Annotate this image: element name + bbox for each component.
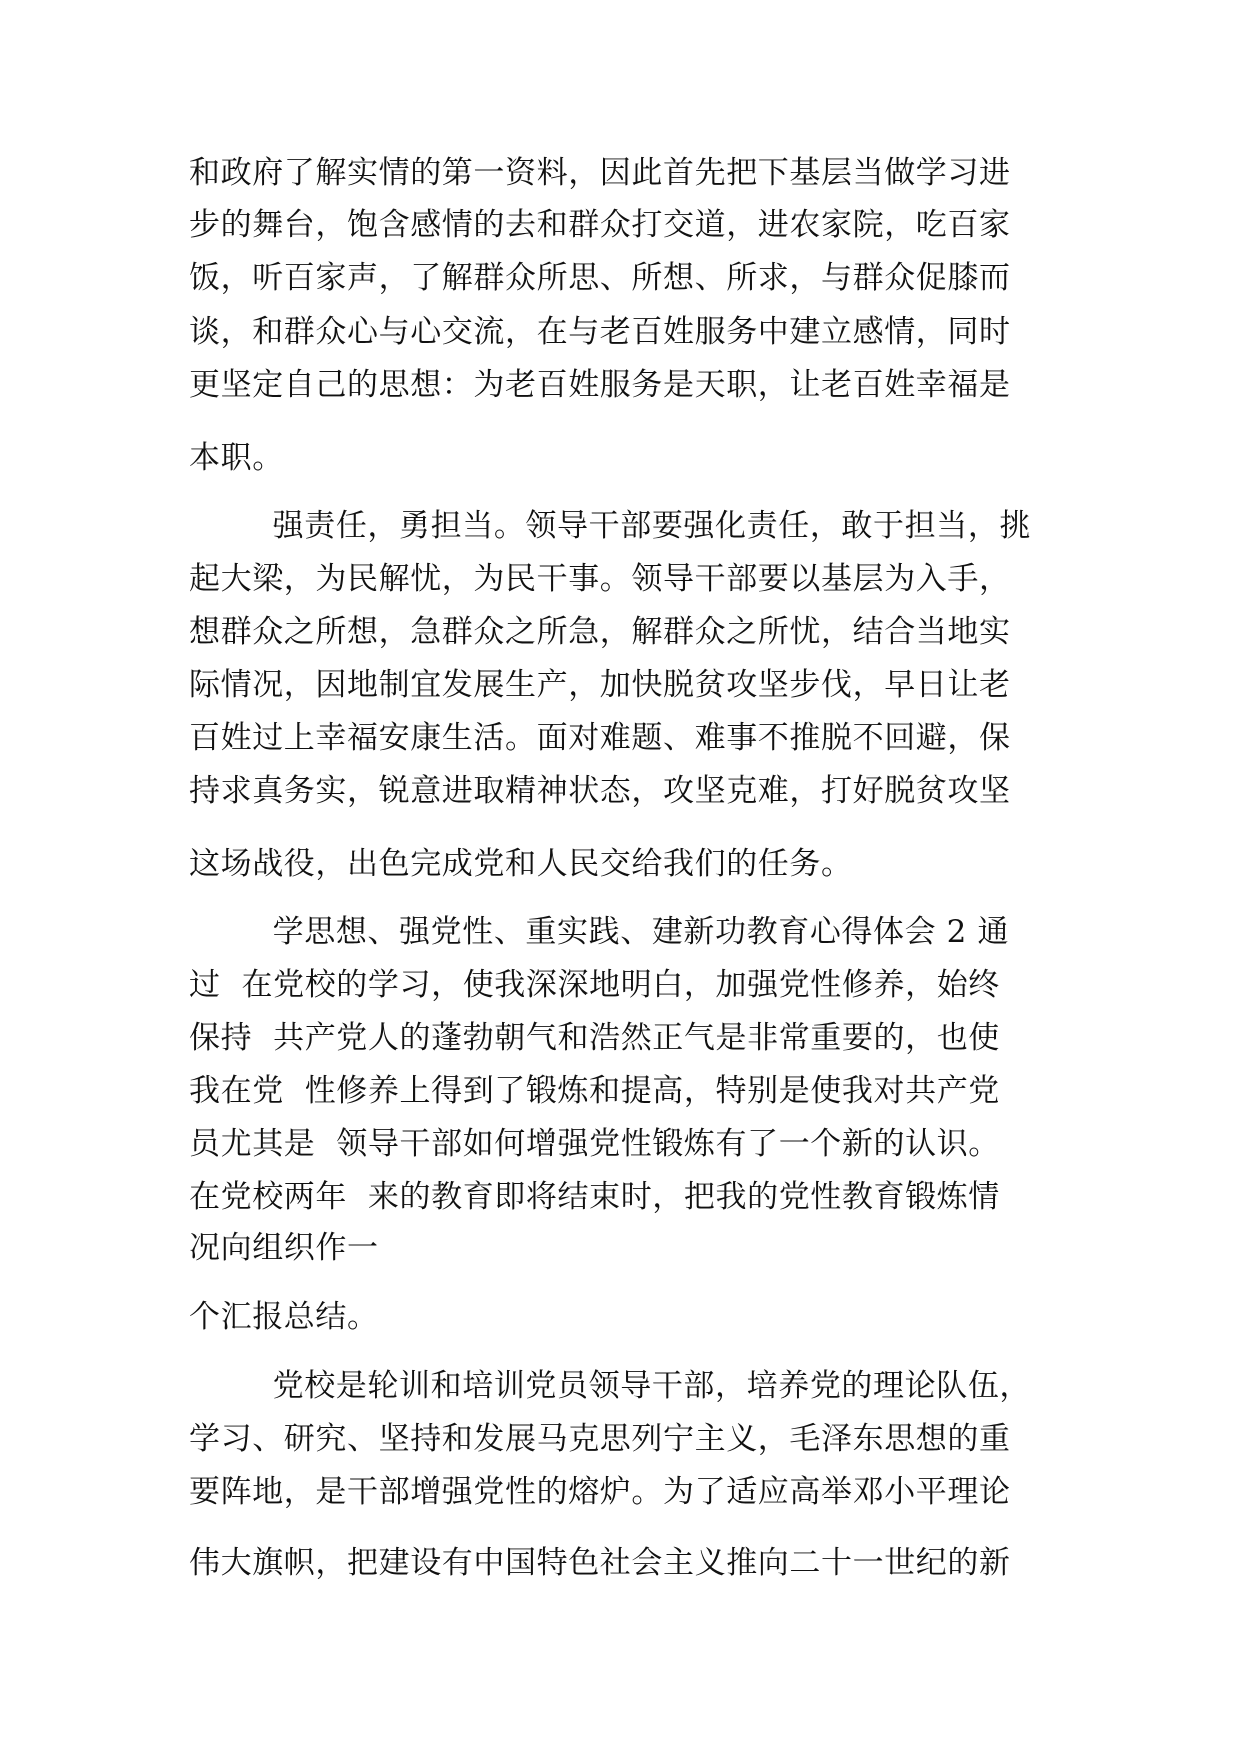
text-line: 员尤其是 领导干部如何增强党性锻炼有了一个新的认识。	[189, 1126, 1000, 1162]
text-line: 和政府了解实情的第一资料，因此首先把下基层当做学习进	[189, 155, 1011, 191]
text-line: 学思想、强党性、重实践、建新功教育心得体会 2 通	[189, 914, 1010, 950]
text-line: 保持 共产党人的蓬勃朝气和浩然正气是非常重要的，也使	[189, 1020, 1000, 1056]
text-line: 持求真务实，锐意进取精神状态，攻坚克难，打好脱贫攻坚	[189, 773, 1011, 809]
text-line: 学习、研究、坚持和发展马克思列宁主义，毛泽东思想的重	[189, 1421, 1011, 1457]
text-line: 本职。	[189, 440, 284, 476]
text-line: 际情况，因地制宜发展生产，加快脱贫攻坚步伐，早日让老	[189, 667, 1011, 703]
text-line: 伟大旗帜，把建设有中国特色社会主义推向二十一世纪的新	[189, 1545, 1011, 1581]
text-line: 况向组织作一	[189, 1230, 379, 1266]
text-line: 在党校两年 来的教育即将结束时，把我的党性教育锻炼情	[189, 1179, 1000, 1215]
text-line: 更坚定自己的思想：为老百姓服务是天职，让老百姓幸福是	[189, 367, 1011, 403]
text-line: 起大梁，为民解忧，为民干事。领导干部要以基层为入手，	[189, 561, 1011, 597]
text-line: 饭，听百家声，了解群众所思、所想、所求，与群众促膝而	[189, 260, 1011, 296]
text-line: 步的舞台，饱含感情的去和群众打交道，进农家院，吃百家	[189, 207, 1011, 243]
text-line: 想群众之所想，急群众之所急，解群众之所忧，结合当地实	[189, 614, 1011, 650]
text-line: 谈，和群众心与心交流，在与老百姓服务中建立感情，同时	[189, 314, 1011, 350]
text-line: 党校是轮训和培训党员领导干部，培养党的理论队伍，	[189, 1368, 1032, 1404]
text-line: 强责任，勇担当。领导干部要强化责任，敢于担当，挑	[189, 508, 1032, 544]
text-line: 我在党 性修养上得到了锻炼和提高，特别是使我对共产党	[189, 1073, 1000, 1109]
text-line: 百姓过上幸福安康生活。面对难题、难事不推脱不回避，保	[189, 720, 1011, 756]
text-line: 要阵地，是干部增强党性的熔炉。为了适应高举邓小平理论	[189, 1474, 1011, 1510]
text-line: 过 在党校的学习，使我深深地明白，加强党性修养，始终	[189, 967, 1000, 1003]
text-line: 个汇报总结。	[189, 1299, 379, 1335]
text-line: 这场战役，出色完成党和人民交给我们的任务。	[189, 846, 853, 882]
